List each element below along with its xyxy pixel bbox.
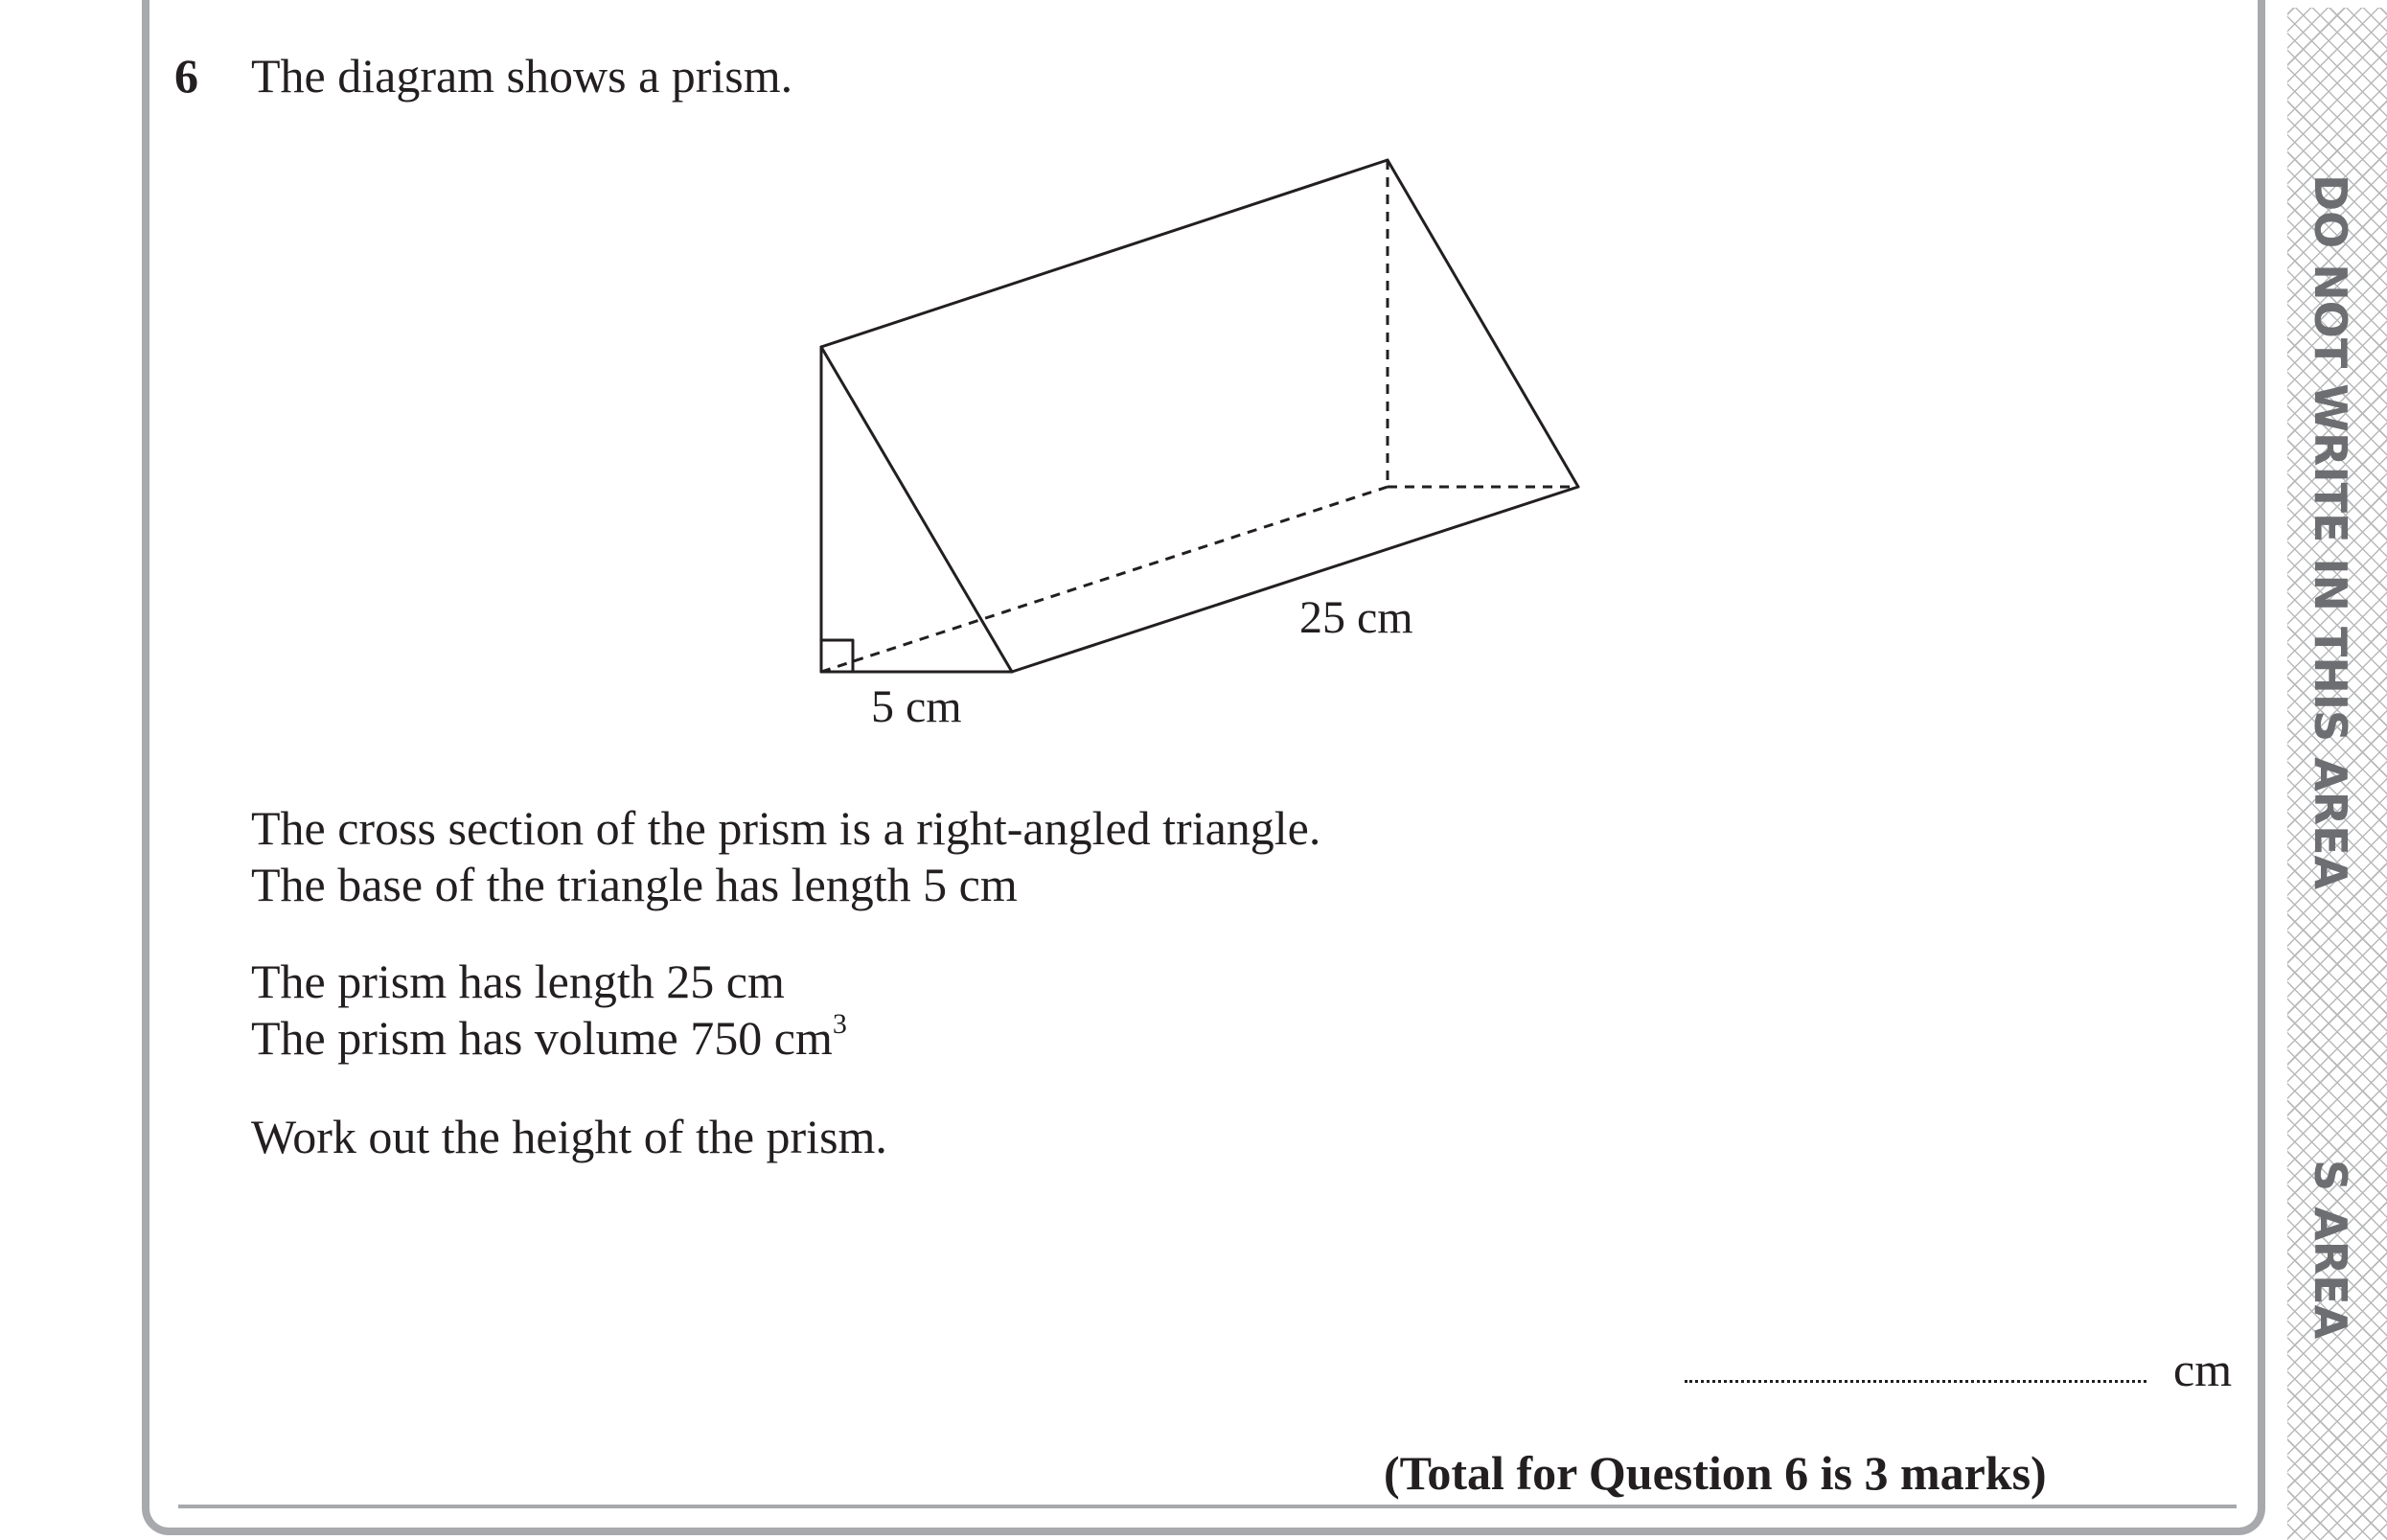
margin-warning: DO NOT WRITE IN THIS AREA [2305,174,2356,890]
answer-line[interactable] [1685,1380,2146,1383]
bottom-rule [178,1505,2237,1508]
volume-text: The prism has volume 750 cm [251,1011,833,1065]
length-label: 25 cm [1299,592,1413,643]
question-text-base: The base of the triangle has length 5 cm [251,858,1018,911]
question-text-task: Work out the height of the prism. [251,1110,887,1163]
answer-unit: cm [2173,1343,2233,1396]
prism-edge-back-slope [1388,160,1578,487]
question-number: 6 [174,49,198,103]
prism-edge-front-slope [821,347,1012,672]
question-text-length: The prism has length 25 cm [251,954,785,1008]
prism-hidden-bottom-rear [821,487,1388,672]
question-text-cross-section: The cross section of the prism is a right-angled triangle. [251,801,1321,855]
volume-superscript: 3 [832,1008,847,1040]
right-angle-marker [821,640,853,672]
question-text-volume [251,1010,847,1066]
question-intro: The diagram shows a prism. [251,49,793,103]
total-marks: (Total for Question 6 is 3 marks) [1384,1446,2047,1500]
margin-warning-partial: S AREA [2305,1160,2356,1340]
base-label: 5 cm [871,681,962,732]
prism-edge-bottom-front [1012,487,1578,672]
prism-edge-top-ridge [821,160,1388,347]
